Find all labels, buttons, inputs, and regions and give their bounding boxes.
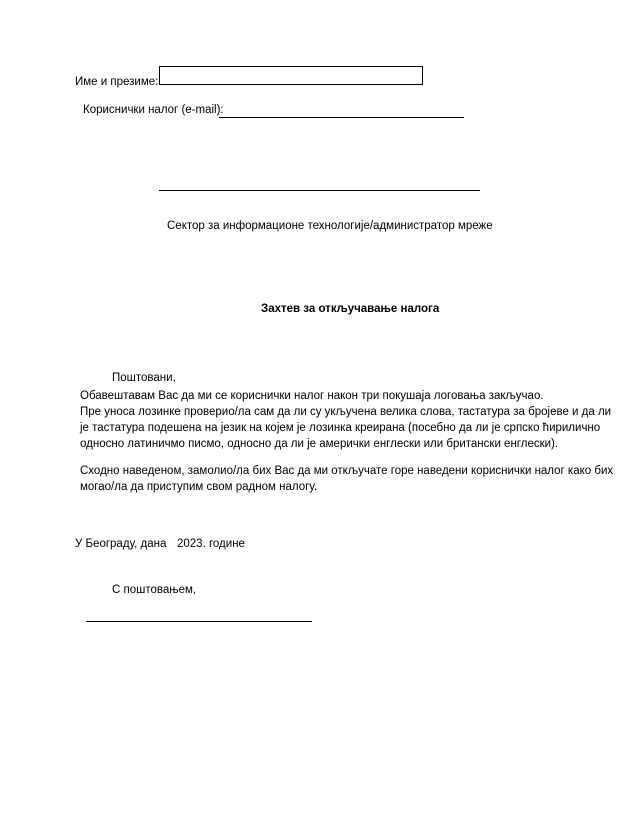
body-paragraph xyxy=(80,388,612,452)
body-line: је тастатура подешена на језик на којем је лозинка креирана (посебно да ли је српско ћирилично xyxy=(80,422,601,434)
body-line: односно латиничмо писмо, односно да ли је амерички енглески или британски енглески). xyxy=(80,438,559,450)
recipient-department: Сектор за информационе технологије/администратор мреже xyxy=(167,220,493,232)
account-field[interactable] xyxy=(219,117,464,118)
place-date-label: У Београду, дана xyxy=(75,538,167,550)
account-label: Кориснички налог (e-mail): xyxy=(83,104,224,116)
body-line: Обавештавам Вас да ми се кориснички налог након три покушаја логовања закључао. xyxy=(80,390,544,402)
request-line: могао/ла да приступим свом радном налогу. xyxy=(80,481,318,493)
signature-line[interactable] xyxy=(86,621,312,622)
recipient-line[interactable] xyxy=(159,190,480,191)
document-title: Захтев за откључавање налога xyxy=(261,303,440,315)
salutation: Поштовани, xyxy=(112,372,176,384)
year-text: 2023. године xyxy=(177,538,245,550)
request-line: Сходно наведеном, замолио/ла бих Вас да ми откључате горе наведени кориснички налог како бих xyxy=(80,465,614,477)
body-line: Пре уноса лозинке проверио/ла сам да ли су укључена велика слова, тастатура за бројеве и да ли xyxy=(80,406,612,418)
name-label: Име и презиме: xyxy=(75,76,159,88)
request-paragraph xyxy=(80,463,614,495)
name-field[interactable] xyxy=(159,66,423,85)
closing: С поштовањем, xyxy=(112,584,197,596)
